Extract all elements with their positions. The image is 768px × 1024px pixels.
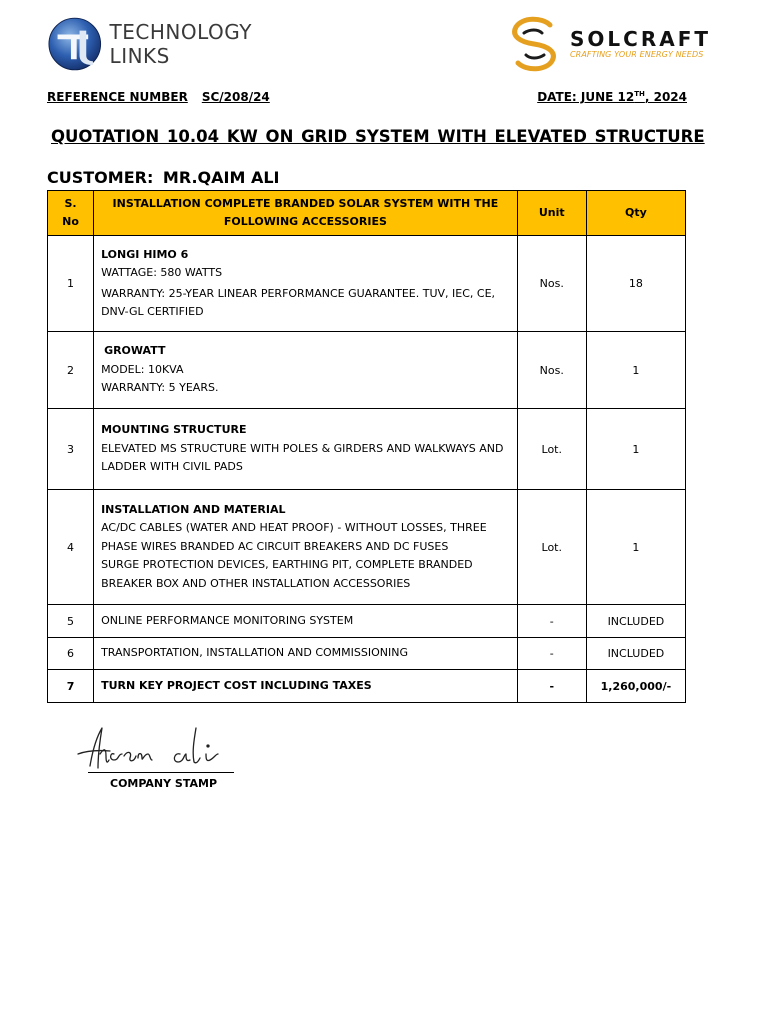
row-line: ONLINE PERFORMANCE MONITORING SYSTEM — [101, 613, 354, 627]
row-unit: Nos. — [517, 332, 586, 409]
row-qty: 18 — [586, 236, 685, 332]
date-suffix: TH — [634, 90, 645, 98]
reference-label: REFERENCE NUMBER — [47, 90, 188, 104]
handwritten-signature — [76, 724, 246, 772]
table-row — [48, 409, 686, 490]
table-row — [48, 490, 686, 605]
row-line: ELEVATED MS STRUCTURE WITH POLES & GIRDERS AND WALKWAYS AND LADDER WITH CIVIL PADS — [101, 441, 504, 474]
row-description — [94, 490, 518, 605]
solcraft-wordmark: SOLCRAFT — [570, 26, 712, 51]
signature-line — [88, 772, 234, 773]
technology-links-wordmark: TECHNOLOGY LINKS — [109, 20, 252, 68]
row-line: TRANSPORTATION, INSTALLATION AND COMMISSIONING — [101, 646, 408, 660]
table-header-row — [48, 191, 686, 236]
row-line: SURGE PROTECTION DEVICES, EARTHING PIT, COMPLETE BRANDED BREAKER BOX AND OTHER INSTALLATION ACCESSORIES — [101, 558, 473, 590]
reference-value: SC/208/24 — [201, 90, 270, 104]
row-unit: Lot. — [517, 490, 586, 605]
row-qty: 1 — [586, 490, 685, 605]
company-stamp-label: COMPANY STAMP — [110, 777, 218, 790]
row-sno: 5 — [48, 605, 94, 638]
row-qty: INCLUDED — [586, 605, 685, 638]
quotation-table — [47, 190, 686, 703]
solcraft-s-mark-icon — [506, 15, 562, 73]
header-sno: S. No — [48, 191, 94, 236]
customer-line — [47, 168, 280, 187]
row-line: MODEL: 10KVA — [101, 362, 184, 376]
row-unit: Nos. — [517, 236, 586, 332]
row-qty: INCLUDED — [586, 638, 685, 670]
total-row — [48, 670, 686, 703]
row-description — [94, 605, 518, 638]
row-sno: 3 — [48, 409, 94, 490]
header-unit: Unit — [517, 191, 586, 236]
table-row — [48, 236, 686, 332]
row-line: AC/DC CABLES (WATER AND HEAT PROOF) - WITHOUT LOSSES, THREE PHASE WIRES BRANDED AC CIRCUIT BREAKERS AND DC FUSES — [101, 521, 487, 553]
total-sno: 7 — [48, 670, 94, 703]
row-sno: 2 — [48, 332, 94, 409]
row-description — [94, 332, 518, 409]
header-description: INSTALLATION COMPLETE BRANDED SOLAR SYSTEM WITH THE FOLLOWING ACCESSORIES — [94, 191, 518, 236]
document-date — [537, 90, 687, 104]
row-qty: 1 — [586, 409, 685, 490]
total-unit: - — [517, 670, 586, 703]
row-title: LONGI HIMO 6 — [101, 247, 189, 261]
row-description — [94, 409, 518, 490]
row-sno: 4 — [48, 490, 94, 605]
date-year: , 2024 — [644, 90, 687, 104]
row-line: WATTAGE: 580 WATTS — [101, 266, 223, 279]
table-row — [48, 605, 686, 638]
row-sno: 6 — [48, 638, 94, 670]
technology-links-logo — [48, 16, 310, 72]
total-label: TURN KEY PROJECT COST INCLUDING TAXES — [94, 670, 518, 703]
row-line: WARRANTY: 5 YEARS. — [101, 381, 219, 395]
solcraft-logo — [506, 14, 721, 74]
customer-label: CUSTOMER: — [47, 168, 154, 187]
row-description — [94, 236, 518, 332]
row-description — [94, 638, 518, 670]
total-amount: 1,260,000/- — [586, 670, 685, 703]
table-row — [48, 638, 686, 670]
row-title: MOUNTING STRUCTURE — [101, 423, 247, 437]
technology-links-globe-icon — [48, 16, 102, 72]
row-unit: - — [517, 638, 586, 670]
customer-name: MR.QAIM ALI — [162, 168, 280, 187]
row-unit: Lot. — [517, 409, 586, 490]
table-row — [48, 332, 686, 409]
row-title: INSTALLATION AND MATERIAL — [101, 502, 286, 516]
header-qty: Qty — [586, 191, 685, 236]
reference-number — [47, 90, 270, 104]
row-title: GROWATT — [104, 344, 166, 358]
row-qty: 1 — [586, 332, 685, 409]
row-sno: 1 — [48, 236, 94, 332]
date-prefix: DATE: JUNE 12 — [537, 90, 635, 104]
quotation-title: QUOTATION 10.04 KW ON GRID SYSTEM WITH ELEVATED STRUCTURE — [51, 127, 705, 146]
row-line: WARRANTY: 25-YEAR LINEAR PERFORMANCE GUARANTEE. TUV, IEC, CE, DNV-GL CERTIFIED — [101, 286, 496, 318]
solcraft-tagline: CRAFTING YOUR ENERGY NEEDS — [570, 49, 704, 59]
row-unit: - — [517, 605, 586, 638]
